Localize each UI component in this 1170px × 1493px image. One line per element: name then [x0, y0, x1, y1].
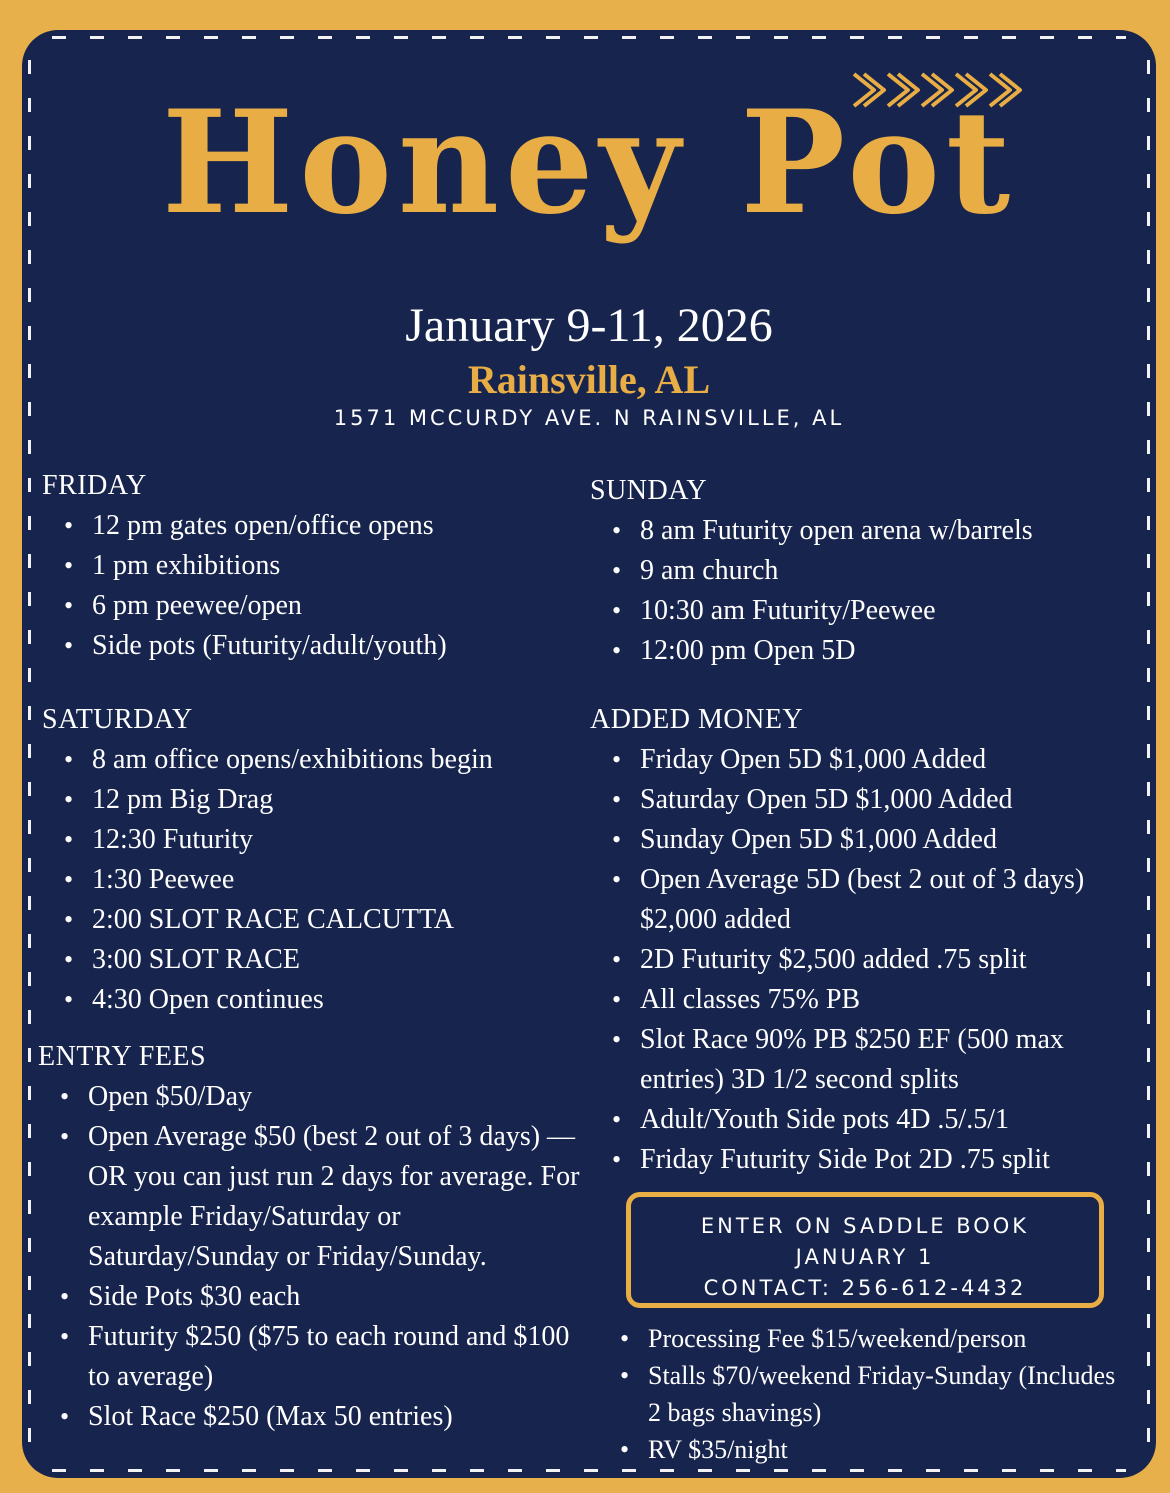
list-item: • 1 pm exhibitions — [92, 546, 447, 586]
list-item: • 2:00 SLOT RACE CALCUTTA — [92, 900, 493, 940]
event-title: Honey Pot — [161, 80, 1017, 246]
contact-line: CONTACT: 256-612-4432 — [703, 1276, 1027, 1300]
enter-line: ENTER ON SADDLE BOOK — [700, 1214, 1030, 1238]
list-item: • Stalls $70/weekend Friday-Sunday (Includes 2 bags shavings) — [648, 1357, 1118, 1431]
sunday-section — [590, 471, 1033, 671]
list-item: • Processing Fee $15/weekend/person — [648, 1320, 1118, 1357]
list-item: • 4:30 Open continues — [92, 980, 493, 1020]
list-item: • Saturday Open 5D $1,000 Added — [640, 780, 1110, 820]
entry-fees-heading: ENTRY FEES — [38, 1041, 207, 1072]
added-money-list — [590, 740, 1110, 1180]
event-city: Rainsville, AL — [467, 357, 711, 402]
list-item: • 12 pm Big Drag — [92, 780, 493, 820]
list-item: • Open $50/Day — [88, 1077, 598, 1117]
list-item: • 12:00 pm Open 5D — [640, 631, 1033, 671]
event-dates: January 9-11, 2026 — [405, 299, 773, 352]
sunday-heading: SUNDAY — [590, 475, 708, 506]
list-item: • Slot Race $250 (Max 50 entries) — [88, 1397, 598, 1437]
list-item: • 9 am church — [640, 551, 1033, 591]
dashed-border-right — [1147, 60, 1150, 1448]
list-item: • Open Average $50 (best 2 out of 3 days) — OR you can just run 2 days for average. For example Friday/Saturday or Saturday/Sunday or Friday/Sunday. — [88, 1117, 598, 1277]
friday-heading: FRIDAY — [42, 470, 147, 501]
list-item: • RV $35/night — [648, 1431, 1118, 1468]
dashed-border-bottom — [52, 1469, 1126, 1472]
event-address: 1571 MCCURDY AVE. N RAINSVILLE, AL — [333, 406, 845, 430]
flyer-card — [22, 30, 1156, 1478]
dashed-border-left — [28, 60, 31, 1448]
entry-fees-list — [38, 1077, 598, 1437]
registration-info-box — [626, 1192, 1104, 1308]
entry-fees-section — [38, 1037, 598, 1437]
list-item: • 10:30 am Futurity/Peewee — [640, 591, 1033, 631]
dashed-border-top — [52, 36, 1126, 39]
misc-fees-section — [598, 1320, 1118, 1468]
list-item: • Friday Open 5D $1,000 Added — [640, 740, 1110, 780]
added-money-heading: ADDED MONEY — [590, 704, 804, 735]
list-item: • Side Pots $30 each — [88, 1277, 598, 1317]
friday-list — [42, 506, 447, 666]
list-item: • Adult/Youth Side pots 4D .5/.5/1 — [640, 1100, 1110, 1140]
sunday-list — [590, 511, 1033, 671]
list-item: • All classes 75% PB — [640, 980, 1110, 1020]
list-item: • Slot Race 90% PB $250 EF (500 max entries) 3D 1/2 second splits — [640, 1020, 1110, 1100]
list-item: • 3:00 SLOT RACE — [92, 940, 493, 980]
friday-section — [42, 466, 447, 666]
saturday-heading: SATURDAY — [42, 704, 193, 735]
list-item: • Friday Futurity Side Pot 2D .75 split — [640, 1140, 1110, 1180]
list-item: • Open Average 5D (best 2 out of 3 days) $2,000 added — [640, 860, 1110, 940]
list-item: • 12:30 Futurity — [92, 820, 493, 860]
list-item: • Side pots (Futurity/adult/youth) — [92, 626, 447, 666]
added-money-section — [590, 700, 1110, 1180]
list-item: • 6 pm peewee/open — [92, 586, 447, 626]
list-item: • 2D Futurity $2,500 added .75 split — [640, 940, 1110, 980]
list-item: • 12 pm gates open/office opens — [92, 506, 447, 546]
saturday-list — [42, 740, 493, 1020]
list-item: • Futurity $250 ($75 to each round and $100 to average) — [88, 1317, 598, 1397]
list-item: • Sunday Open 5D $1,000 Added — [640, 820, 1110, 860]
list-item: • 8 am office opens/exhibitions begin — [92, 740, 493, 780]
list-item: • 1:30 Peewee — [92, 860, 493, 900]
list-item: • 8 am Futurity open arena w/barrels — [640, 511, 1033, 551]
saturday-section — [42, 700, 493, 1020]
misc-fees-list — [598, 1320, 1118, 1468]
enter-date-line: JANUARY 1 — [795, 1245, 935, 1269]
